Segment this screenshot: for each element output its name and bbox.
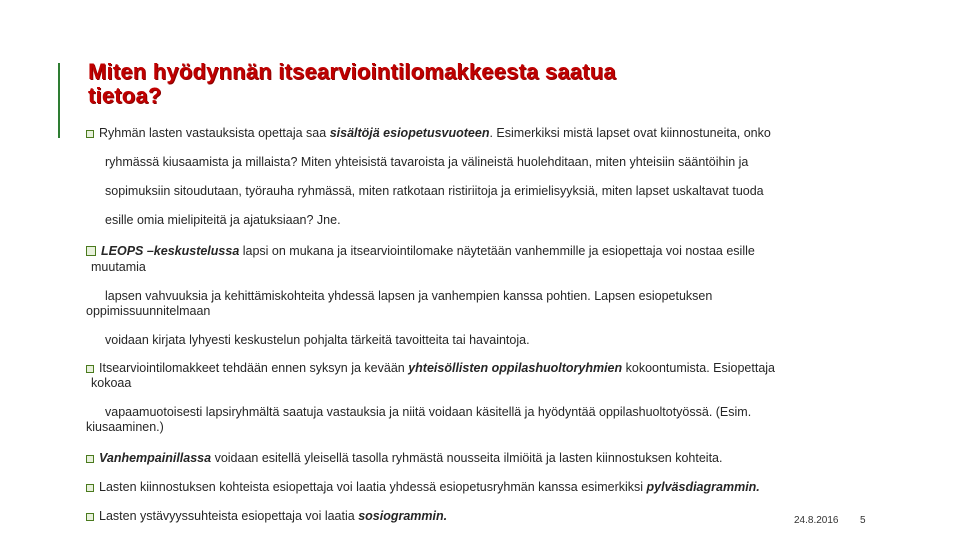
paragraph-3-line-1: Itsearviointilomakkeet tehdään ennen syksyn ja kevään yhteisöllisten oppilashuoltoryhmien kokoontumista. Esiopettaja [86,361,775,376]
accent-bar [58,63,60,138]
checkbox-bullet-icon [86,513,94,521]
paragraph-2-line-3: lapsen vahvuuksia ja kehittämiskohteita yhdessä lapsen ja vanhempien kanssa pohtien. Lapsen esiopetuksen [105,289,713,303]
paragraph-6: Lasten ystävyyssuhteista esiopettaja voi laatia sosiogrammin. [86,509,447,524]
paragraph-2-line-1: LEOPS –keskustelussa lapsi on mukana ja itsearviointilomake näytetään vanhemmille ja esiopettaja voi nostaa esille [86,244,755,259]
paragraph-2-line-4: oppimissuunnitelmaan [86,304,211,318]
paragraph-5: Lasten kiinnostuksen kohteista esiopettaja voi laatia yhdessä esiopetusryhmän kanssa esimerkiksi pylväsdiagrammin. [86,480,760,495]
paragraph-3-line-3: vapaamuotoisesti lapsiryhmältä saatuja vastauksia ja niitä voidaan käsitellä ja hyödyntää oppilashuoltotyössä. (Esim. [105,405,752,419]
paragraph-2-line-5: voidaan kirjata lyhyesti keskustelun pohjalta tärkeitä tavoitteita tai havaintoja. [105,333,530,347]
paragraph-3-line-4: kiusaaminen.) [86,420,164,434]
paragraph-3-line-2: kokoaa [91,376,132,390]
slide-title [88,60,616,108]
checkbox-bullet-icon [86,365,94,373]
title-line-1: Miten hyödynnän itsearviointilomakkeesta saatua [88,59,616,84]
paragraph-1-line-3: sopimuksiin sitoudutaan, työrauha ryhmässä, miten ratkotaan ristiriitoja ja erimielisyyksiä, miten lapset uskaltavat tuoda [105,184,764,198]
paragraph-1-line-4: esille omia mielipiteitä ja ajatuksiaan? Jne. [105,213,341,227]
footer-date: 24.8.2016 [794,515,839,526]
paragraph-1-line-1: Ryhmän lasten vastauksista opettaja saa sisältöjä esiopetusvuoteen. Esimerkiksi mistä lapset ovat kiinnostuneita, onko [86,126,771,141]
checkbox-bullet-icon [86,484,94,492]
title-line-2: tietoa? [88,83,162,108]
page-number: 5 [860,515,866,526]
paragraph-2-line-2: muutamia [91,260,146,274]
checkbox-bullet-icon [86,130,94,138]
paragraph-4: Vanhempainillassa voidaan esitellä yleisellä tasolla ryhmästä nousseita ilmiöitä ja lasten kiinnostuksen kohteita. [86,451,722,466]
checkbox-bullet-icon [86,246,96,256]
paragraph-1-line-2: ryhmässä kiusaamista ja millaista? Miten yhteisistä tavaroista ja välineistä huolehditaan, miten yhteisiin sääntöihin ja [105,155,749,169]
checkbox-bullet-icon [86,455,94,463]
